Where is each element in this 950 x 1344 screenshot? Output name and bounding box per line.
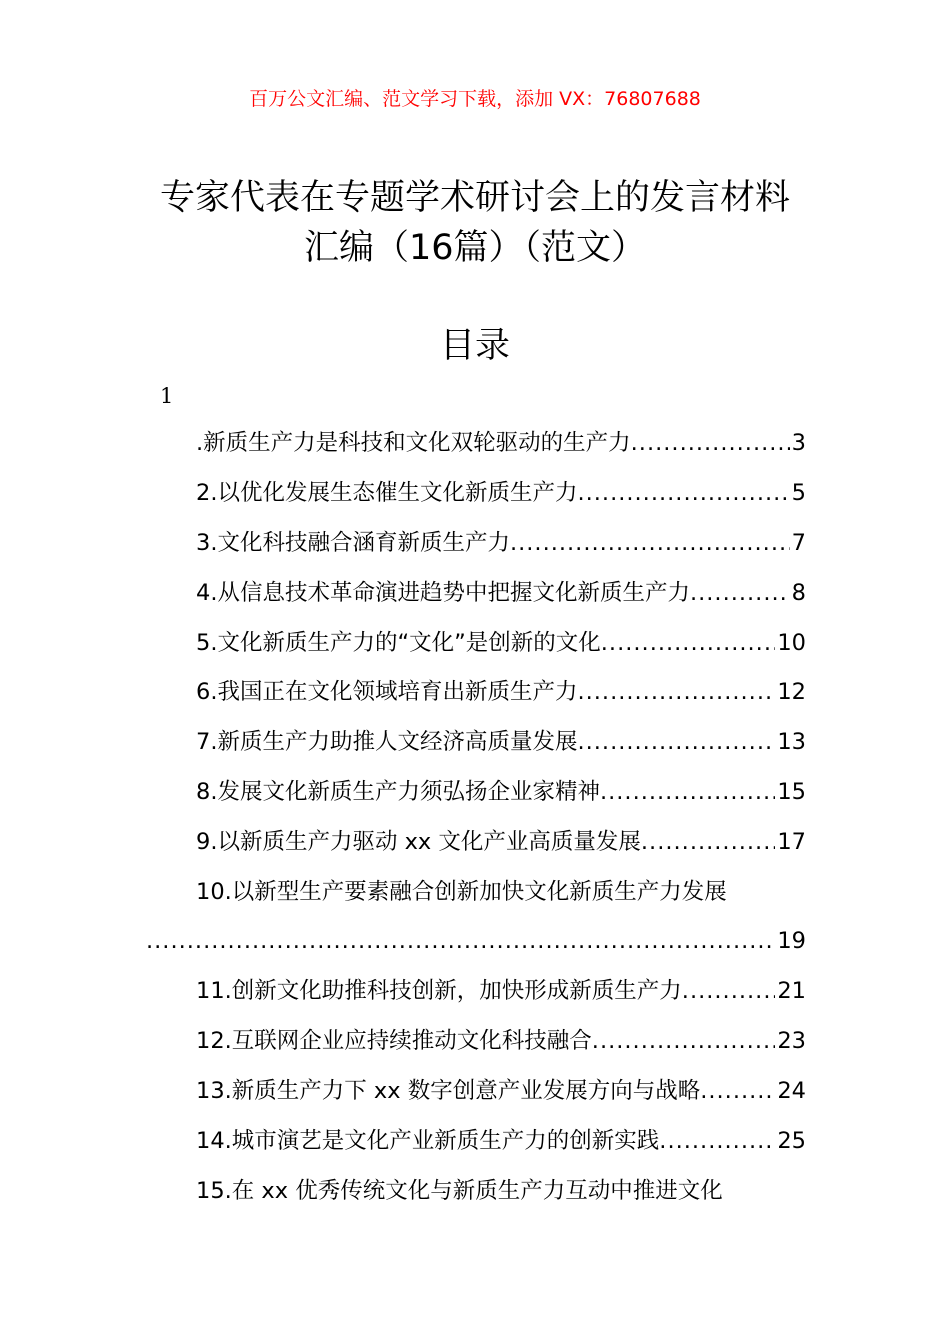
toc-entry-title: 11.创新文化助推科技创新，加快形成新质生产力 xyxy=(196,978,682,1004)
toc-leader-dots xyxy=(592,1024,776,1058)
toc-entry-page: 13 xyxy=(777,729,806,755)
toc-leader-dots xyxy=(659,1124,775,1158)
toc-entry-title: 10.以新型生产要素融合创新加快文化新质生产力发展 xyxy=(196,879,727,905)
toc-leader-dots xyxy=(682,974,776,1008)
toc-entry[interactable] xyxy=(196,1124,806,1158)
toc-entry-page: 12 xyxy=(777,679,806,705)
toc-entry-title: 15.在 xx 优秀传统文化与新质生产力互动中推进文化 xyxy=(196,1178,723,1204)
toc-leader-dots xyxy=(690,576,790,610)
toc-entry-title: 7.新质生产力助推人文经济高质量发展 xyxy=(196,729,578,755)
toc-leader-dots xyxy=(577,675,775,709)
toc-entry-page: 5 xyxy=(791,480,806,506)
toc-entry-title: 13.新质生产力下 xx 数字创意产业发展方向与战略 xyxy=(196,1078,701,1104)
toc-entry[interactable] xyxy=(196,974,806,1008)
toc-leader-dots xyxy=(641,825,775,859)
toc-entry[interactable] xyxy=(196,875,806,909)
toc-entry-continuation[interactable] xyxy=(146,924,806,958)
toc-entry-page: 23 xyxy=(777,1028,806,1054)
document-title-line-1: 专家代表在专题学术研讨会上的发言材料 xyxy=(159,178,790,218)
toc-entry-title: 14.城市演艺是文化产业新质生产力的创新实践 xyxy=(196,1128,660,1154)
toc-entry[interactable] xyxy=(196,775,806,809)
toc-leader-dots xyxy=(577,725,775,759)
toc-entry-title: 3.文化科技融合涵育新质生产力 xyxy=(196,530,510,556)
toc-leader-dots xyxy=(577,476,789,510)
toc-entry-title: .新质生产力是科技和文化双轮驱动的生产力 xyxy=(196,430,631,456)
toc-entry-page: 3 xyxy=(791,430,806,456)
document-title-line-2: 汇编（16篇）（范文） xyxy=(303,228,647,268)
toc-entry-page: 24 xyxy=(777,1078,806,1104)
toc-entry-title: 8.发展文化新质生产力须弘扬企业家精神 xyxy=(196,779,600,805)
toc-entry[interactable] xyxy=(196,725,806,759)
stray-list-number: 1 xyxy=(160,384,174,408)
toc-entry-title: 6.我国正在文化领域培育出新质生产力 xyxy=(196,679,578,705)
toc-entry-page: 7 xyxy=(791,530,806,556)
toc-entry[interactable] xyxy=(196,576,806,610)
toc-entry[interactable] xyxy=(196,1174,806,1208)
toc-leader-dots xyxy=(146,924,775,958)
toc-entry-title: 12.互联网企业应持续推动文化科技融合 xyxy=(196,1028,592,1054)
toc-entry-title: 4.从信息技术革命演进趋势中把握文化新质生产力 xyxy=(196,580,690,606)
toc-entry[interactable] xyxy=(196,426,806,460)
toc-entry-title: 5.文化新质生产力的“文化”是创新的文化 xyxy=(196,630,601,656)
toc-leader-dots xyxy=(700,1074,775,1108)
toc-entry-page: 10 xyxy=(777,630,806,656)
toc-entry-page: 25 xyxy=(777,1128,806,1154)
toc-entry-title: 2.以优化发展生态催生文化新质生产力 xyxy=(196,480,578,506)
toc-entry[interactable] xyxy=(196,825,806,859)
toc-heading: 目录 xyxy=(439,326,510,366)
toc-leader-dots xyxy=(631,426,790,460)
toc-leader-dots xyxy=(510,526,790,560)
toc-entry[interactable] xyxy=(196,476,806,510)
toc-entry[interactable] xyxy=(196,675,806,709)
toc-entry-page: 8 xyxy=(791,580,806,606)
toc-entry[interactable] xyxy=(196,1024,806,1058)
toc-entry[interactable] xyxy=(196,526,806,560)
toc-leader-dots xyxy=(600,775,775,809)
toc-entry-page: 19 xyxy=(777,928,806,954)
toc-entry[interactable] xyxy=(196,626,806,660)
toc-entry-page: 21 xyxy=(777,978,806,1004)
toc-entry[interactable] xyxy=(196,1074,806,1108)
header-watermark-note: 百万公文汇编、范文学习下载，添加 VX：76807688 xyxy=(249,88,701,110)
toc-entry-page: 15 xyxy=(777,779,806,805)
toc-entry-page: 17 xyxy=(777,829,806,855)
toc-leader-dots xyxy=(601,626,776,660)
toc-entry-title: 9.以新质生产力驱动 xx 文化产业高质量发展 xyxy=(196,829,641,855)
